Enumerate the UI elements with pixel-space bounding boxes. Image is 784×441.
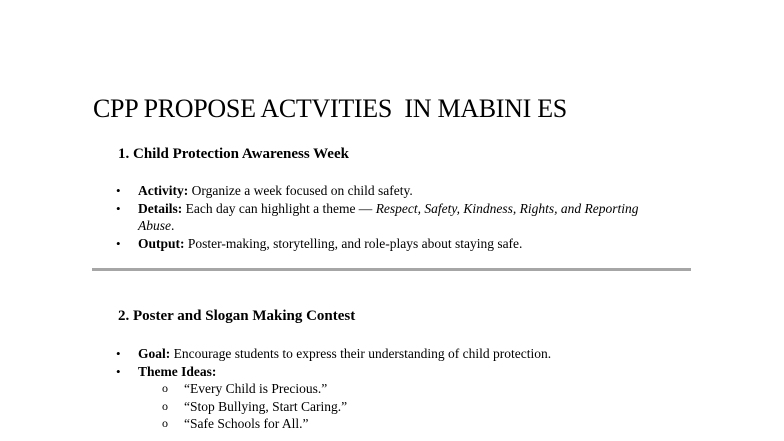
item-tail: .: [171, 218, 175, 233]
list-item: [116, 182, 676, 200]
item-text: Encourage students to express their understanding of child protection.: [170, 346, 552, 361]
bullet-marker: •: [116, 235, 121, 251]
theme-ideas-container: [116, 380, 676, 433]
horizontal-divider: [92, 268, 691, 271]
sub-bullet-marker: o: [162, 416, 168, 430]
item-label: Goal:: [138, 346, 171, 361]
list-item: [116, 235, 676, 253]
item-label: Activity:: [138, 183, 189, 198]
theme-ideas-list: [116, 380, 676, 433]
theme-idea-text: “Every Child is Precious.”: [184, 381, 328, 396]
bullet-marker: •: [116, 200, 121, 216]
theme-idea-text: “Safe Schools for All.”: [184, 416, 309, 431]
section-heading-awareness-week: 1. Child Protection Awareness Week: [118, 146, 349, 162]
sub-bullet-marker: o: [162, 398, 168, 413]
theme-idea-text: “Stop Bullying, Start Caring.”: [184, 398, 348, 414]
item-label: Details:: [138, 200, 183, 216]
theme-idea-item: [138, 415, 676, 433]
poster-contest-list: [116, 345, 676, 433]
item-italic-themes: Respect, Safety, Kindness, Rights, and Reporting Abuse: [138, 200, 639, 233]
theme-idea-item: [138, 398, 676, 416]
theme-idea-item: [138, 380, 676, 398]
item-text: Each day can highlight a theme —: [182, 200, 376, 216]
list-item: [116, 363, 676, 381]
document-title: CPP PROPOSE ACTVITIES IN MABINI ES: [93, 94, 567, 123]
item-label: Output:: [138, 235, 185, 251]
item-label: Theme Ideas:: [138, 363, 217, 379]
list-item: [116, 200, 676, 235]
awareness-week-list: [116, 182, 676, 252]
bullet-marker: •: [116, 183, 121, 198]
bullet-marker: •: [116, 346, 121, 361]
section-heading-poster-contest: 2. Poster and Slogan Making Contest: [118, 308, 356, 324]
bullet-marker: •: [116, 363, 121, 379]
sub-bullet-marker: o: [162, 381, 168, 395]
item-text: Poster-making, storytelling, and role-plays about staying safe.: [184, 235, 523, 251]
item-text: Organize a week focused on child safety.: [188, 183, 413, 198]
list-item: [116, 345, 676, 363]
